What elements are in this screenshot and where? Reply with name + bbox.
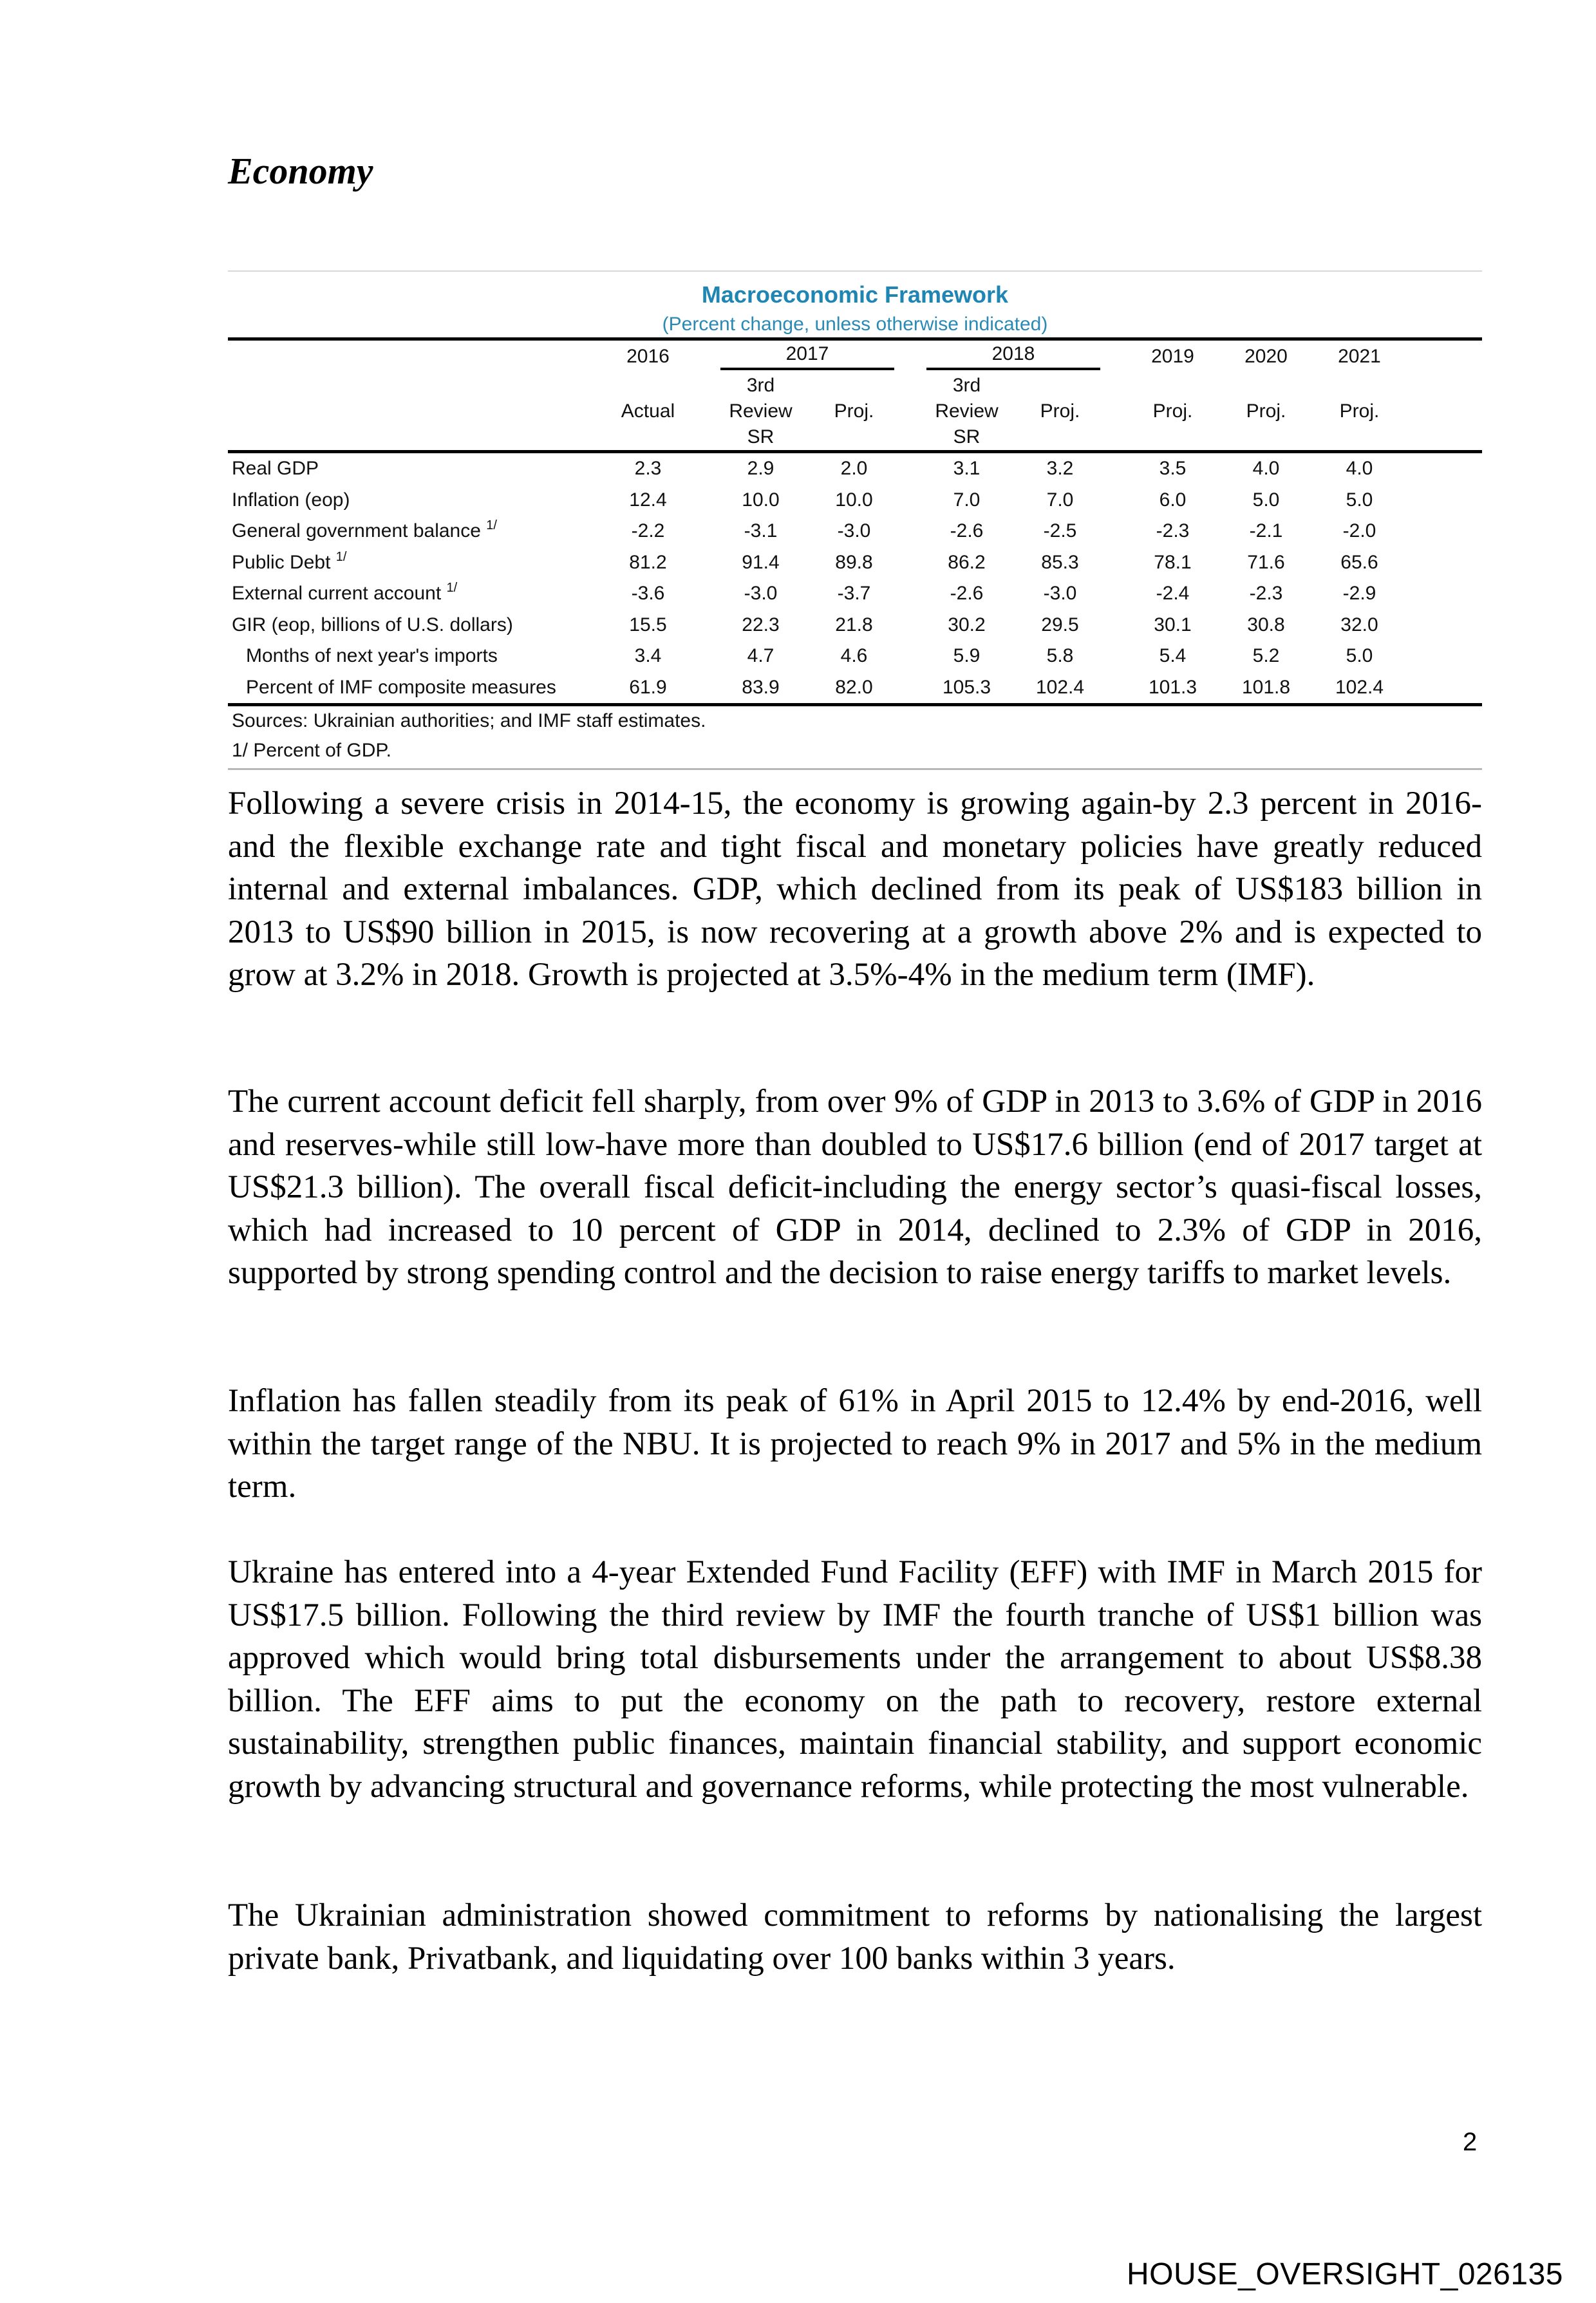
value-cell: -2.2 xyxy=(631,520,665,542)
row-label-text: GIR (eop, billions of U.S. dollars) xyxy=(232,614,513,635)
value-cell: 101.3 xyxy=(1126,672,1219,705)
spacer-cell xyxy=(901,516,920,547)
table-bottom-divider xyxy=(228,768,1482,770)
paragraph-eff: Ukraine has entered into a 4-year Extended Fund Facility (EFF) with IMF in March 2015 for US$17.5 billion. Following the third review by IMF the fourth tranche of US$1 billion was approved which would bring total disbursements under the arrangement to about US$8.38 billion. The EFF aims to put the economy on the path to recovery, restore external sustainability, strengthen public finances, maintain financial stability, and support economic growth by advancing structural and governance reforms, while protecting the most vulnerable. xyxy=(228,1554,1482,1805)
value-cell: 5.0 xyxy=(1252,489,1280,511)
table-sources: Sources: Ukrainian authorities; and IMF staff estimates. xyxy=(232,710,706,731)
review-line2: Review SR xyxy=(729,400,793,447)
value-cell: 81.2 xyxy=(629,551,667,573)
row-label-text: Public Debt xyxy=(232,551,331,573)
value-cell: 29.5 xyxy=(1041,614,1079,635)
value-cell: -2.6 xyxy=(950,583,984,605)
table-row xyxy=(228,672,1482,705)
row-label xyxy=(228,452,601,485)
subheader-proj-2018: Proj. xyxy=(1013,373,1107,452)
year-header-row xyxy=(228,339,1482,373)
spacer-cell xyxy=(695,672,714,705)
subheader-proj-2021: Proj. xyxy=(1313,373,1406,452)
spacer-cell xyxy=(901,485,920,516)
review-line2: Review SR xyxy=(935,400,999,447)
footnote-marker: 1/ xyxy=(486,518,497,533)
row-label-text: Inflation (eop) xyxy=(232,489,350,511)
value-cell: -2.1 xyxy=(1249,520,1283,542)
subheader-proj-2020: Proj. xyxy=(1219,373,1313,452)
header-year-2017 xyxy=(714,339,901,373)
value-cell: 7.0 xyxy=(1046,489,1074,511)
row-label-text: Percent of IMF composite measures xyxy=(246,676,556,698)
value-cell: -2.3 xyxy=(1156,520,1190,542)
page-number: 2 xyxy=(1463,2128,1478,2156)
value-cell: 12.4 xyxy=(629,489,667,511)
table-row xyxy=(228,547,1482,579)
row-label-text: External current account xyxy=(232,583,442,605)
spacer-cell xyxy=(1406,610,1482,641)
value-cell: -2.6 xyxy=(950,520,984,542)
spacer-cell xyxy=(695,485,714,516)
spacer-cell xyxy=(1107,485,1126,516)
value-cell: 10.0 xyxy=(835,489,873,511)
value-cell: 6.0 xyxy=(1159,489,1187,511)
spacer-cell xyxy=(1406,452,1482,485)
subheader-review-2017 xyxy=(714,373,807,452)
value-cell: 30.1 xyxy=(1154,614,1192,635)
spacer-cell xyxy=(695,610,714,641)
value-cell: 5.8 xyxy=(1046,645,1074,667)
value-cell: 5.4 xyxy=(1159,645,1187,667)
row-label xyxy=(228,547,601,579)
subheader-proj-2017: Proj. xyxy=(807,373,901,452)
table-subtitle: (Percent change, unless otherwise indicated) xyxy=(662,314,1048,335)
value-cell: -2.3 xyxy=(1249,583,1283,605)
footnote-marker: 1/ xyxy=(335,549,347,564)
value-cell: 3.2 xyxy=(1046,458,1074,480)
value-cell: -3.7 xyxy=(837,583,871,605)
spacer-cell xyxy=(901,610,920,641)
row-label xyxy=(228,641,601,672)
spacer-cell xyxy=(695,452,714,485)
value-cell: 4.0 xyxy=(1346,458,1373,480)
row-label xyxy=(228,578,601,610)
value-cell: 78.1 xyxy=(1154,551,1192,573)
spacer-cell xyxy=(695,641,714,672)
value-cell: -3.0 xyxy=(1043,583,1077,605)
value-cell: -3.6 xyxy=(631,583,665,605)
spacer-cell xyxy=(901,578,920,610)
value-cell: -3.0 xyxy=(837,520,871,542)
spacer-cell xyxy=(1107,641,1126,672)
value-cell: 3.5 xyxy=(1159,458,1187,480)
value-cell: 2.0 xyxy=(840,458,868,480)
value-cell: 85.3 xyxy=(1041,551,1079,573)
value-cell: -3.0 xyxy=(744,583,778,605)
spacer-cell xyxy=(1406,516,1482,547)
paragraph-current-account: The current account deficit fell sharply, from over 9% of GDP in 2013 to 3.6% of GDP in 2016 and reserves-while still low-have more than doubled to US$17.6 billion (end of 2017 target at US$21.3 billion). The overall fiscal deficit-including the energy sector’s quasi-fiscal losses, which had increased to 10 percent of GDP in 2014, declined to 2.3% of GDP in 2016, supported by strong spending control and the decision to raise energy tariffs to market levels. xyxy=(228,1084,1482,1291)
spacer-cell xyxy=(695,578,714,610)
value-cell: 32.0 xyxy=(1340,614,1378,635)
value-cell: 5.2 xyxy=(1252,645,1280,667)
table-row xyxy=(228,641,1482,672)
value-cell: 71.6 xyxy=(1247,551,1285,573)
value-cell: 2.9 xyxy=(747,458,775,480)
value-cell: 5.0 xyxy=(1346,645,1373,667)
spacer-cell xyxy=(901,452,920,485)
value-cell: 102.4 xyxy=(1013,672,1107,705)
value-cell: -2.0 xyxy=(1342,520,1376,542)
spacer-cell xyxy=(1406,641,1482,672)
value-cell: 86.2 xyxy=(948,551,986,573)
value-cell: 83.9 xyxy=(714,672,807,705)
spacer-cell xyxy=(1107,516,1126,547)
value-cell: -2.9 xyxy=(1342,583,1376,605)
value-cell: 30.2 xyxy=(948,614,986,635)
value-cell: 2.3 xyxy=(634,458,662,480)
paragraph-inflation: Inflation has fallen steadily from its peak of 61% in April 2015 to 12.4% by end-2016, well within the target range of the NBU. It is projected to reach 9% in 2017 and 5% in the medium term. xyxy=(228,1383,1482,1505)
data-table xyxy=(228,337,1482,706)
header-year-2020: 2020 xyxy=(1219,339,1313,373)
value-cell: -3.1 xyxy=(744,520,778,542)
table-row xyxy=(228,578,1482,610)
value-cell: 61.9 xyxy=(601,672,695,705)
table-footnote: 1/ Percent of GDP. xyxy=(232,740,391,761)
row-label xyxy=(228,672,601,705)
header-year-2018-label: 2018 xyxy=(991,343,1035,364)
table-top-divider xyxy=(228,270,1482,272)
spacer-cell xyxy=(901,547,920,579)
row-label-text: Real GDP xyxy=(232,458,319,480)
value-cell: 5.0 xyxy=(1346,489,1373,511)
value-cell: 22.3 xyxy=(742,614,780,635)
value-cell: 10.0 xyxy=(742,489,780,511)
table-row xyxy=(228,610,1482,641)
bates-number: HOUSE_OVERSIGHT_026135 xyxy=(1127,2257,1563,2291)
value-cell: 65.6 xyxy=(1340,551,1378,573)
value-cell: 101.8 xyxy=(1219,672,1313,705)
table-body xyxy=(228,452,1482,705)
subheader-row xyxy=(228,373,1482,452)
value-cell: -2.4 xyxy=(1156,583,1190,605)
header-year-2016: 2016 xyxy=(601,339,695,373)
value-cell: 4.6 xyxy=(840,645,868,667)
table-row xyxy=(228,485,1482,516)
value-cell: 105.3 xyxy=(920,672,1013,705)
section-heading: Economy xyxy=(228,150,373,192)
spacer-cell xyxy=(1107,547,1126,579)
footnote-marker: 1/ xyxy=(446,581,458,596)
value-cell: 3.4 xyxy=(634,645,662,667)
spacer-cell xyxy=(901,672,920,705)
row-label xyxy=(228,516,601,547)
spacer-cell xyxy=(1107,610,1126,641)
spacer-cell xyxy=(1107,578,1126,610)
spacer-cell xyxy=(1406,578,1482,610)
row-label-text: General government balance xyxy=(232,520,481,542)
value-cell: 91.4 xyxy=(742,551,780,573)
paragraph-growth: Following a severe crisis in 2014-15, the economy is growing again-by 2.3 percent in 2016-and the flexible exchange rate and tight fiscal and monetary policies have greatly reduced internal and external imbalances. GDP, which declined from its peak of US$183 billion in 2013 to US$90 billion in 2015, is now recovering at a growth above 2% and is expected to grow at 3.2% in 2018. Growth is projected at 3.5%-4% in the medium term (IMF). xyxy=(228,785,1482,993)
subheader-review-2018 xyxy=(920,373,1013,452)
value-cell: 4.0 xyxy=(1252,458,1280,480)
subheader-proj-2019: Proj. xyxy=(1126,373,1219,452)
value-cell: -2.5 xyxy=(1043,520,1077,542)
value-cell: 15.5 xyxy=(629,614,667,635)
review-line1: 3rd xyxy=(746,375,775,396)
year-span-rule xyxy=(720,368,894,370)
spacer-cell xyxy=(1406,547,1482,579)
review-line1: 3rd xyxy=(952,375,981,396)
value-cell: 5.9 xyxy=(953,645,981,667)
value-cell: 4.7 xyxy=(747,645,775,667)
value-cell: 30.8 xyxy=(1247,614,1285,635)
row-label xyxy=(228,485,601,516)
spacer-cell xyxy=(1406,485,1482,516)
row-label xyxy=(228,610,601,641)
macroeconomic-framework-table xyxy=(228,270,1482,770)
year-span-rule xyxy=(926,368,1100,370)
value-cell: 7.0 xyxy=(953,489,981,511)
spacer-cell xyxy=(695,516,714,547)
header-year-2018 xyxy=(920,339,1107,373)
table-row xyxy=(228,516,1482,547)
paragraph-reforms: The Ukrainian administration showed commitment to reforms by nationalising the largest private bank, Privatbank, and liquidating over 100 banks within 3 years. xyxy=(228,1897,1482,1977)
subheader-actual: Actual xyxy=(601,373,695,452)
header-year-2017-label: 2017 xyxy=(785,343,829,364)
value-cell: 3.1 xyxy=(953,458,981,480)
spacer-cell xyxy=(1107,672,1126,705)
header-year-2021: 2021 xyxy=(1313,339,1406,373)
value-cell: 102.4 xyxy=(1313,672,1406,705)
spacer-cell xyxy=(1107,452,1126,485)
value-cell: 21.8 xyxy=(835,614,873,635)
value-cell: 82.0 xyxy=(807,672,901,705)
header-year-2019: 2019 xyxy=(1126,339,1219,373)
spacer-cell xyxy=(901,641,920,672)
table-row xyxy=(228,452,1482,485)
spacer-cell xyxy=(1406,672,1482,705)
value-cell: 89.8 xyxy=(835,551,873,573)
table-title: Macroeconomic Framework xyxy=(701,281,1009,308)
spacer-cell xyxy=(695,547,714,579)
row-label-text: Months of next year's imports xyxy=(246,645,498,667)
